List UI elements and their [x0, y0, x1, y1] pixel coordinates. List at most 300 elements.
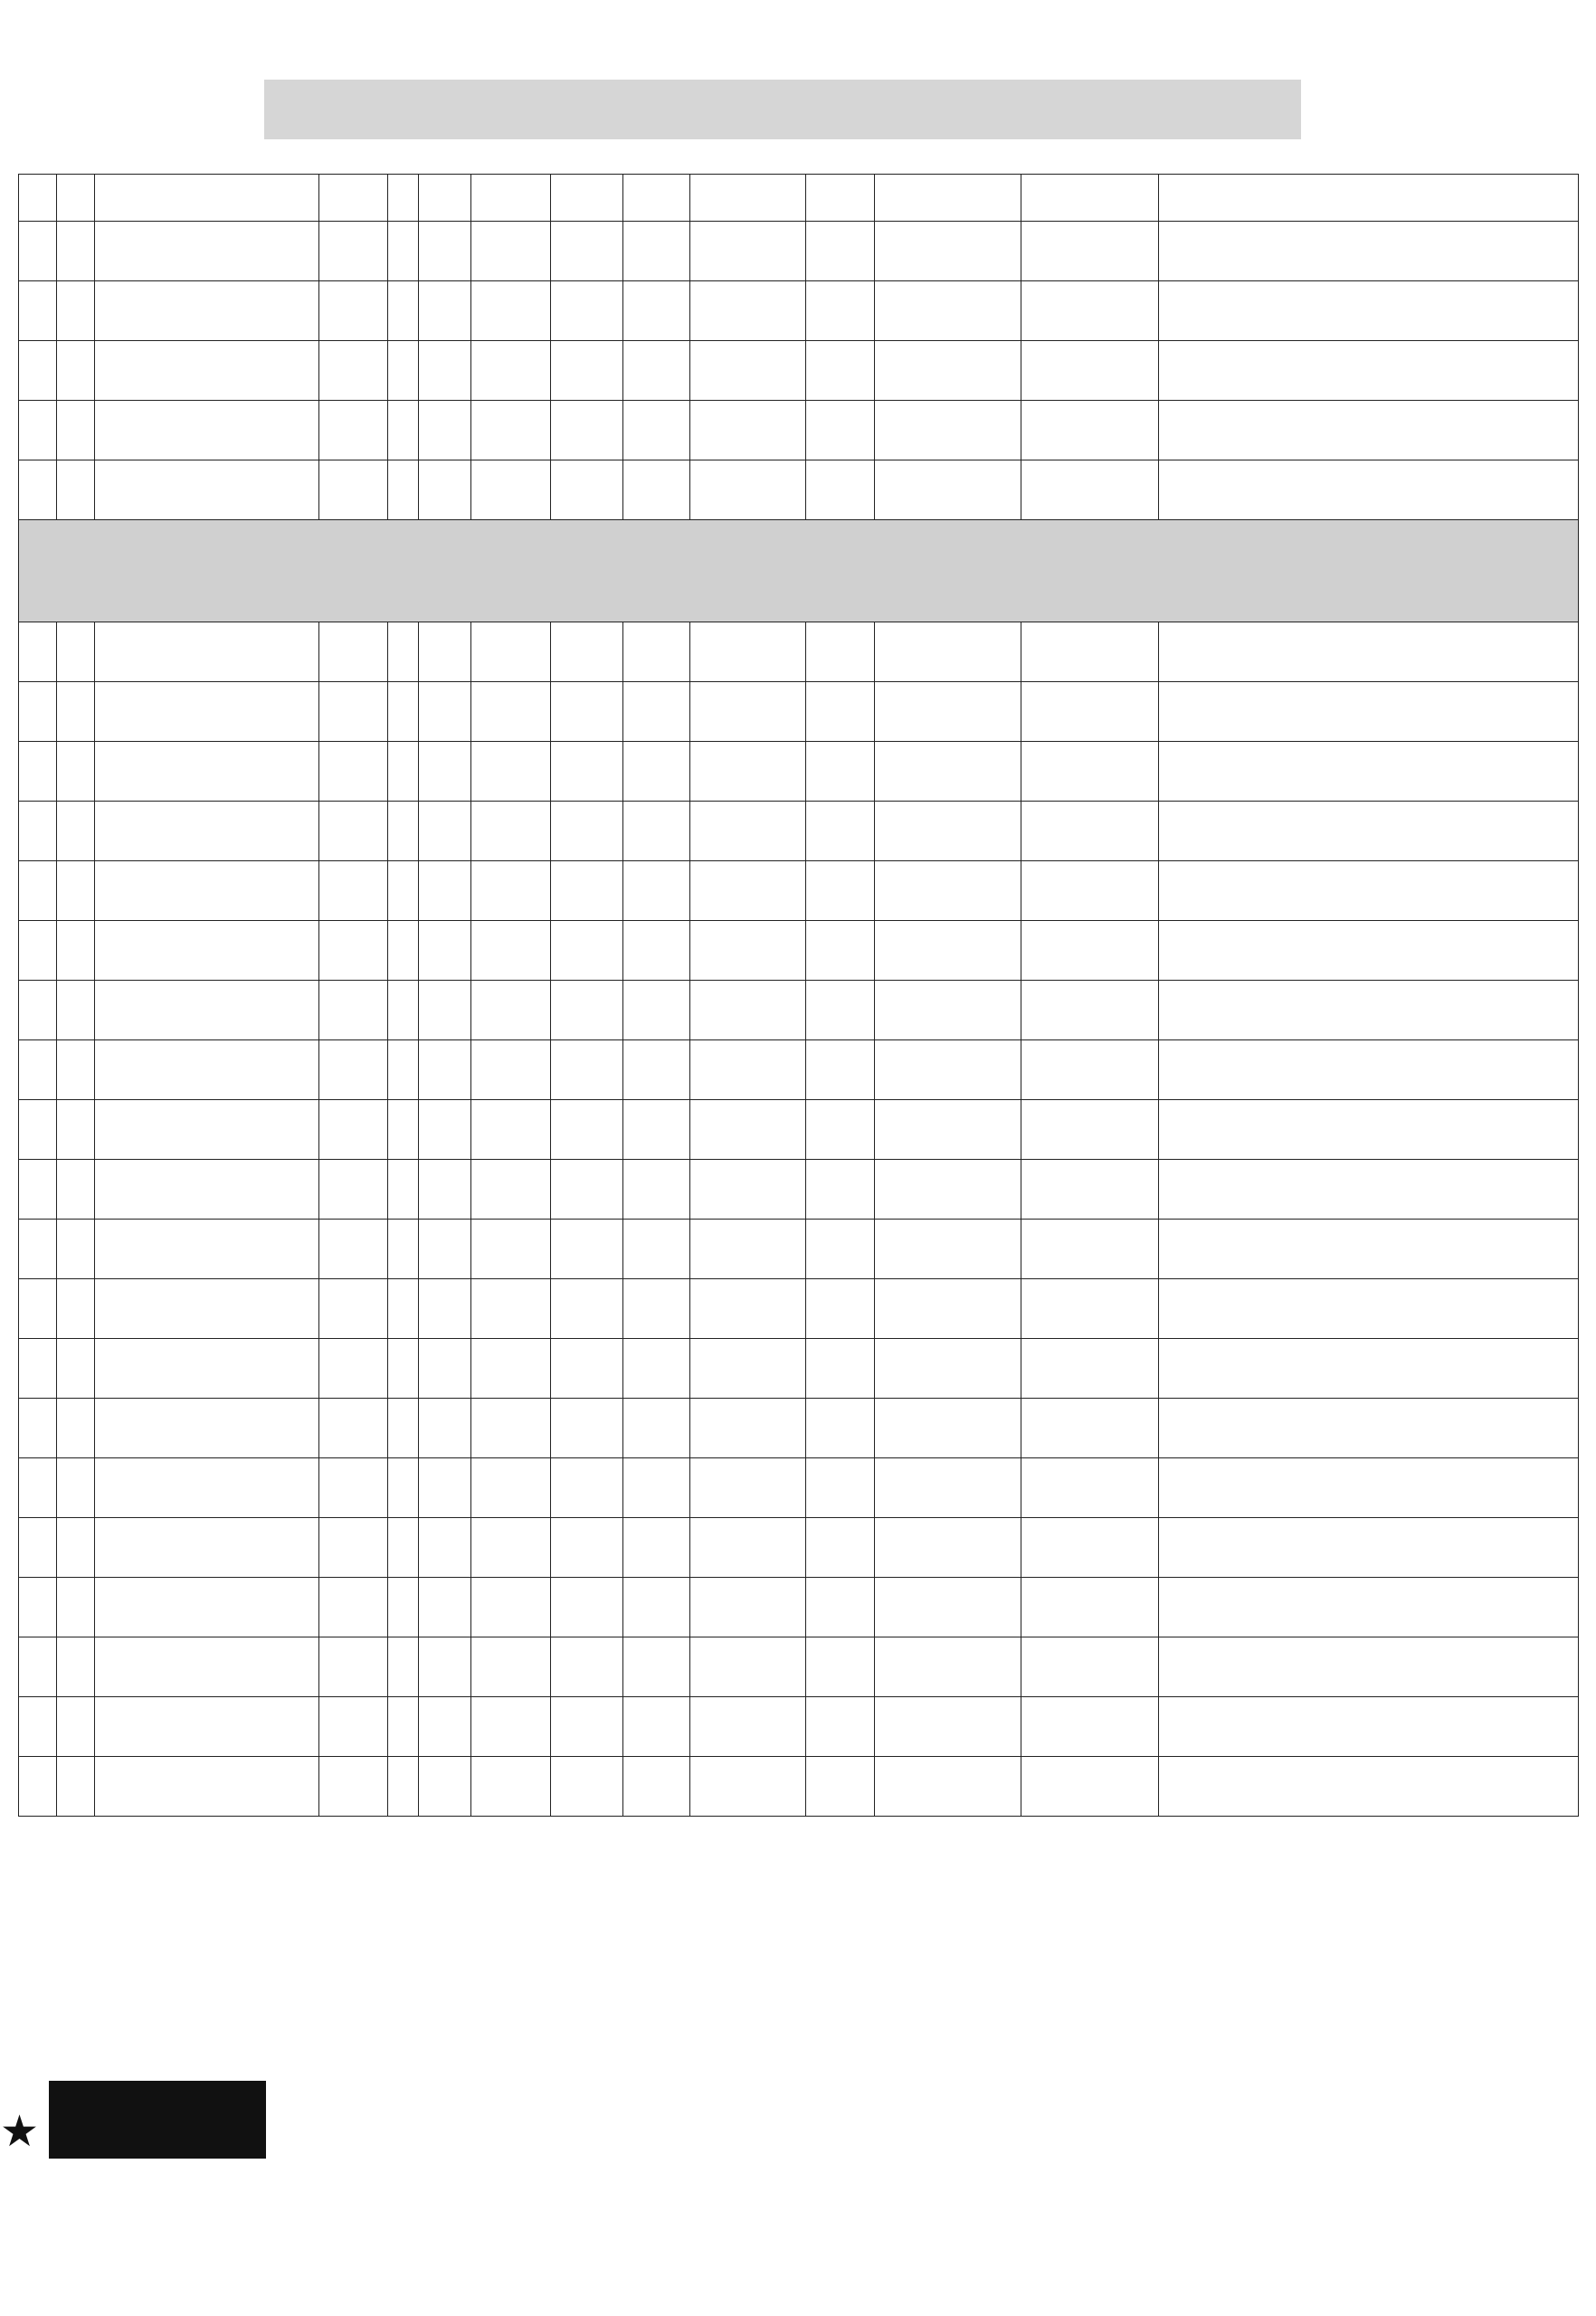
transport-cell [551, 341, 623, 401]
header-destination [806, 175, 875, 222]
transport-cell [551, 1697, 623, 1757]
altitude-cell [319, 1040, 388, 1100]
deadline-cell [419, 1399, 471, 1458]
group-cell [388, 1399, 419, 1458]
fee-cell [471, 1637, 551, 1697]
table-row [19, 1339, 1579, 1399]
month-cell [19, 1279, 57, 1339]
group-cell [388, 1220, 419, 1279]
destination-cell [806, 861, 875, 921]
activity-name [95, 1399, 319, 1458]
table-row [19, 1757, 1579, 1817]
day-cell [57, 1458, 95, 1518]
note-cell [1159, 1339, 1579, 1399]
pickup-location [690, 921, 806, 981]
guide-cell [1021, 1220, 1159, 1279]
activity-name [95, 341, 319, 401]
transport-cell [551, 622, 623, 682]
month-cell [19, 1757, 57, 1817]
leader-cell [875, 222, 1021, 281]
note-cell [1159, 861, 1579, 921]
activity-name [95, 1100, 319, 1160]
header-transport [551, 175, 623, 222]
pickup-location [690, 1100, 806, 1160]
destination-cell [806, 981, 875, 1040]
group-cell [388, 921, 419, 981]
note-cell [1159, 222, 1579, 281]
header-time [623, 175, 690, 222]
transport-cell [551, 742, 623, 802]
group-cell [388, 341, 419, 401]
deadline-cell [419, 1578, 471, 1637]
month-cell [19, 1578, 57, 1637]
table-row [19, 1458, 1579, 1518]
altitude-cell [319, 401, 388, 460]
pickup-location [690, 1040, 806, 1100]
month-cell [19, 1339, 57, 1399]
altitude-cell [319, 1697, 388, 1757]
group-cell [388, 742, 419, 802]
pickup-location [690, 861, 806, 921]
month-cell [19, 341, 57, 401]
note-cell [1159, 1279, 1579, 1339]
header-guide [1021, 175, 1159, 222]
day-cell [57, 1040, 95, 1100]
fee-cell [471, 1697, 551, 1757]
departure-time [623, 1637, 690, 1697]
destination-cell [806, 622, 875, 682]
day-cell [57, 341, 95, 401]
transport-cell [551, 682, 623, 742]
deadline-cell [419, 1100, 471, 1160]
guide-cell [1021, 1100, 1159, 1160]
activity-name [95, 460, 319, 520]
altitude-cell [319, 341, 388, 401]
month-cell [19, 401, 57, 460]
destination-cell [806, 682, 875, 742]
leader-cell [875, 802, 1021, 861]
altitude-cell [319, 981, 388, 1040]
destination-cell [806, 1279, 875, 1339]
guide-cell [1021, 742, 1159, 802]
group-cell [388, 1697, 419, 1757]
fee-cell [471, 1160, 551, 1220]
transport-cell [551, 802, 623, 861]
departure-time [623, 1040, 690, 1100]
transport-cell [551, 1220, 623, 1279]
transport-cell [551, 1279, 623, 1339]
altitude-cell [319, 1339, 388, 1399]
destination-cell [806, 921, 875, 981]
fee-cell [471, 1578, 551, 1637]
month-cell [19, 861, 57, 921]
group-cell [388, 802, 419, 861]
pickup-location [690, 622, 806, 682]
table-row [19, 682, 1579, 742]
altitude-cell [319, 1220, 388, 1279]
group-cell [388, 682, 419, 742]
month-cell [19, 682, 57, 742]
day-cell [57, 281, 95, 341]
leader-cell [875, 921, 1021, 981]
activity-name [95, 1578, 319, 1637]
activity-name [95, 281, 319, 341]
day-cell [57, 401, 95, 460]
destination-cell [806, 341, 875, 401]
deadline-cell [419, 1279, 471, 1339]
month-cell [19, 460, 57, 520]
header-deadline [419, 175, 471, 222]
activity-name [95, 1279, 319, 1339]
pickup-location [690, 1518, 806, 1578]
schedule-table [18, 174, 1579, 1817]
month-cell [19, 1100, 57, 1160]
guide-cell [1021, 802, 1159, 861]
leader-cell [875, 1518, 1021, 1578]
altitude-cell [319, 622, 388, 682]
deadline-cell [419, 281, 471, 341]
month-cell [19, 802, 57, 861]
fee-cell [471, 222, 551, 281]
departure-time [623, 1578, 690, 1637]
leader-cell [875, 1697, 1021, 1757]
leader-cell [875, 1399, 1021, 1458]
day-cell [57, 861, 95, 921]
month-cell [19, 981, 57, 1040]
fee-cell [471, 622, 551, 682]
note-cell [1159, 981, 1579, 1040]
table-row [19, 1578, 1579, 1637]
header-location [690, 175, 806, 222]
group-cell [388, 460, 419, 520]
leader-cell [875, 1757, 1021, 1817]
deadline-cell [419, 802, 471, 861]
notice-label-box [0, 2081, 271, 2162]
day-cell [57, 1637, 95, 1697]
activity-name [95, 1697, 319, 1757]
fee-cell [471, 1279, 551, 1339]
destination-cell [806, 1518, 875, 1578]
leader-cell [875, 1220, 1021, 1279]
day-cell [57, 622, 95, 682]
guide-cell [1021, 1339, 1159, 1399]
day-cell [57, 1100, 95, 1160]
leader-cell [875, 460, 1021, 520]
destination-cell [806, 1697, 875, 1757]
altitude-cell [319, 742, 388, 802]
note-cell [1159, 682, 1579, 742]
departure-time [623, 682, 690, 742]
header-note [1159, 175, 1579, 222]
guide-cell [1021, 1399, 1159, 1458]
star-icon: ★ [0, 2106, 40, 2157]
guide-cell [1021, 921, 1159, 981]
deadline-cell [419, 1697, 471, 1757]
note-cell [1159, 1458, 1579, 1518]
day-cell [57, 1220, 95, 1279]
guide-cell [1021, 861, 1159, 921]
leader-cell [875, 742, 1021, 802]
guide-cell [1021, 1160, 1159, 1220]
note-cell [1159, 802, 1579, 861]
header-altitude [319, 175, 388, 222]
header-name [95, 175, 319, 222]
departure-time [623, 981, 690, 1040]
newyear-banner-row [19, 520, 1579, 622]
pickup-location [690, 460, 806, 520]
month-cell [19, 1160, 57, 1220]
table-row [19, 861, 1579, 921]
day-cell [57, 1279, 95, 1339]
day-cell [57, 921, 95, 981]
altitude-cell [319, 802, 388, 861]
fee-cell [471, 1399, 551, 1458]
fee-cell [471, 861, 551, 921]
transport-cell [551, 1458, 623, 1518]
fee-cell [471, 460, 551, 520]
guide-cell [1021, 341, 1159, 401]
activity-name [95, 802, 319, 861]
destination-cell [806, 1399, 875, 1458]
note-cell [1159, 401, 1579, 460]
guide-cell [1021, 622, 1159, 682]
deadline-cell [419, 1160, 471, 1220]
fee-cell [471, 981, 551, 1040]
day-cell [57, 222, 95, 281]
group-cell [388, 1279, 419, 1339]
group-cell [388, 1339, 419, 1399]
deadline-cell [419, 622, 471, 682]
departure-time [623, 1458, 690, 1518]
month-cell [19, 1697, 57, 1757]
transport-cell [551, 1040, 623, 1100]
activity-name [95, 861, 319, 921]
month-cell [19, 1040, 57, 1100]
destination-cell [806, 1040, 875, 1100]
departure-time [623, 742, 690, 802]
day-cell [57, 802, 95, 861]
note-cell [1159, 1697, 1579, 1757]
group-cell [388, 1458, 419, 1518]
leader-cell [875, 401, 1021, 460]
deadline-cell [419, 742, 471, 802]
leader-cell [875, 1458, 1021, 1518]
note-cell [1159, 1399, 1579, 1458]
destination-cell [806, 1220, 875, 1279]
pickup-location [690, 1578, 806, 1637]
fee-cell [471, 1100, 551, 1160]
guide-cell [1021, 460, 1159, 520]
transport-cell [551, 1578, 623, 1637]
month-cell [19, 921, 57, 981]
transport-cell [551, 281, 623, 341]
guide-cell [1021, 682, 1159, 742]
altitude-cell [319, 1160, 388, 1220]
pickup-location [690, 1279, 806, 1339]
fee-cell [471, 682, 551, 742]
departure-time [623, 1399, 690, 1458]
transport-cell [551, 1160, 623, 1220]
note-cell [1159, 1160, 1579, 1220]
transport-cell [551, 1757, 623, 1817]
guide-cell [1021, 981, 1159, 1040]
month-cell [19, 1399, 57, 1458]
header-leader [875, 175, 1021, 222]
day-cell [57, 1578, 95, 1637]
fee-cell [471, 401, 551, 460]
table-row [19, 802, 1579, 861]
altitude-cell [319, 1578, 388, 1637]
table-row [19, 1160, 1579, 1220]
activity-name [95, 682, 319, 742]
departure-time [623, 1279, 690, 1339]
group-cell [388, 1040, 419, 1100]
month-cell [19, 742, 57, 802]
pickup-location [690, 1697, 806, 1757]
fee-cell [471, 1458, 551, 1518]
month-cell [19, 1458, 57, 1518]
day-cell [57, 742, 95, 802]
deadline-cell [419, 460, 471, 520]
activity-name [95, 921, 319, 981]
footer-notes [0, 2046, 1596, 2316]
table-row [19, 1040, 1579, 1100]
note-cell [1159, 1220, 1579, 1279]
activity-name [95, 1160, 319, 1220]
activity-name [95, 1757, 319, 1817]
guide-cell [1021, 1040, 1159, 1100]
guide-cell [1021, 401, 1159, 460]
month-cell [19, 1637, 57, 1697]
note-cell [1159, 1757, 1579, 1817]
deadline-cell [419, 341, 471, 401]
departure-time [623, 1697, 690, 1757]
activity-name [95, 981, 319, 1040]
deadline-cell [419, 1518, 471, 1578]
note-cell [1159, 341, 1579, 401]
table-row [19, 1100, 1579, 1160]
transport-cell [551, 1399, 623, 1458]
header-month [19, 175, 57, 222]
guide-cell [1021, 1458, 1159, 1518]
notice-banner [264, 80, 1301, 139]
pickup-location [690, 1160, 806, 1220]
table-row [19, 460, 1579, 520]
group-cell [388, 1518, 419, 1578]
destination-cell [806, 1757, 875, 1817]
destination-cell [806, 1100, 875, 1160]
departure-time [623, 1339, 690, 1399]
deadline-cell [419, 1637, 471, 1697]
transport-cell [551, 921, 623, 981]
leader-cell [875, 1279, 1021, 1339]
contact-bar [145, 140, 1411, 171]
destination-cell [806, 742, 875, 802]
destination-cell [806, 1458, 875, 1518]
month-cell [19, 281, 57, 341]
guide-cell [1021, 1697, 1159, 1757]
deadline-cell [419, 682, 471, 742]
deadline-cell [419, 921, 471, 981]
day-cell [57, 1697, 95, 1757]
altitude-cell [319, 1100, 388, 1160]
guide-cell [1021, 1279, 1159, 1339]
group-cell [388, 222, 419, 281]
activity-name [95, 1518, 319, 1578]
altitude-cell [319, 460, 388, 520]
destination-cell [806, 281, 875, 341]
deadline-cell [419, 1220, 471, 1279]
guide-cell [1021, 1518, 1159, 1578]
departure-time [623, 921, 690, 981]
pickup-location [690, 981, 806, 1040]
note-cell [1159, 1578, 1579, 1637]
table-row [19, 1220, 1579, 1279]
pickup-location [690, 1220, 806, 1279]
note-cell [1159, 742, 1579, 802]
group-cell [388, 981, 419, 1040]
activity-name [95, 1637, 319, 1697]
group-cell [388, 1757, 419, 1817]
activity-name [95, 1040, 319, 1100]
activity-name [95, 1339, 319, 1399]
fee-cell [471, 1220, 551, 1279]
departure-time [623, 1757, 690, 1817]
altitude-cell [319, 861, 388, 921]
guide-cell [1021, 222, 1159, 281]
departure-time [623, 1518, 690, 1578]
fee-cell [471, 1757, 551, 1817]
note-cell [1159, 1100, 1579, 1160]
note-cell [1159, 921, 1579, 981]
table-row [19, 742, 1579, 802]
pickup-location [690, 1339, 806, 1399]
leader-cell [875, 861, 1021, 921]
guide-cell [1021, 281, 1159, 341]
notice-label [49, 2081, 266, 2159]
day-cell [57, 981, 95, 1040]
fee-cell [471, 341, 551, 401]
transport-cell [551, 1637, 623, 1697]
month-cell [19, 622, 57, 682]
activity-name [95, 1458, 319, 1518]
note-cell [1159, 460, 1579, 520]
note-cell [1159, 622, 1579, 682]
pickup-location [690, 222, 806, 281]
table-row [19, 281, 1579, 341]
header-fee [471, 175, 551, 222]
destination-cell [806, 222, 875, 281]
note-cell [1159, 1040, 1579, 1100]
destination-cell [806, 802, 875, 861]
transport-cell [551, 981, 623, 1040]
day-cell [57, 1399, 95, 1458]
table-row [19, 401, 1579, 460]
pickup-location [690, 401, 806, 460]
group-cell [388, 1160, 419, 1220]
day-cell [57, 1339, 95, 1399]
altitude-cell [319, 1518, 388, 1578]
deadline-cell [419, 981, 471, 1040]
deadline-cell [419, 401, 471, 460]
pickup-location [690, 1757, 806, 1817]
pickup-location [690, 341, 806, 401]
departure-time [623, 341, 690, 401]
note-cell [1159, 1518, 1579, 1578]
transport-cell [551, 401, 623, 460]
deadline-cell [419, 222, 471, 281]
day-cell [57, 1757, 95, 1817]
